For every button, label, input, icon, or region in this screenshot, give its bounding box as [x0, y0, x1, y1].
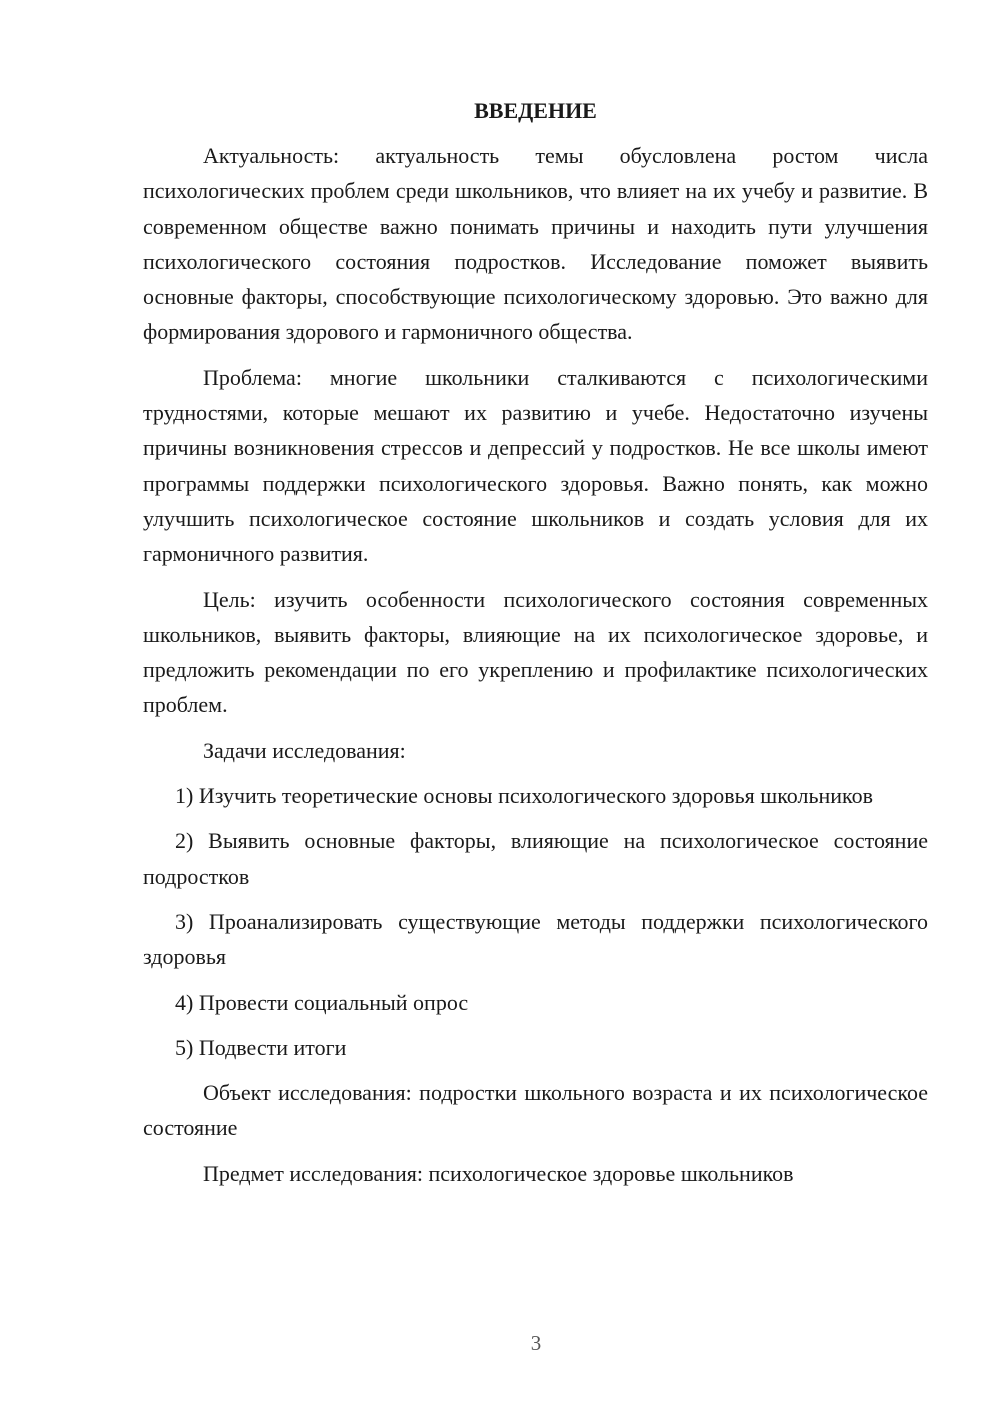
- relevance-paragraph: Актуальность: актуальность темы обусловлена ростом числа психологических проблем среди школьников, что влияет на их учебу и развитие. В современном обществе важно понимать причины и находить пути улучшения психологического состояния подростков. Исследование поможет выявить основные факторы, способствующие психологическому здоровью. Это важно для формирования здорового и гармоничного общества.: [143, 143, 928, 345]
- subject-paragraph: Предмет исследования: психологическое здоровье школьников: [203, 1160, 794, 1186]
- list-item: 5) Подвести итоги: [175, 1034, 347, 1060]
- page-title: ВВЕДЕНИЕ: [474, 98, 597, 123]
- goal-paragraph: Цель: изучить особенности психологического состояния современных школьников, выявить факторы, влияющие на их психологическое здоровье, и предложить рекомендации по его укреплению и профилактике психологических проблем.: [143, 586, 928, 718]
- page-number: 3: [530, 1331, 542, 1355]
- list-item: 3) Проанализировать существующие методы поддержки психологического здоровья: [143, 908, 928, 970]
- problem-paragraph: Проблема: многие школьники сталкиваются с психологическими трудностями, которые мешают их развитию и учебе. Недостаточно изучены причины возникновения стрессов и депрессий у подростков. Не все школы имеют программы поддержки психологического здоровья. Важно понять, как можно улучшить психологическое состояние школьников и создать условия для их гармоничного развития.: [143, 364, 928, 567]
- tasks-list: [143, 778, 928, 1065]
- list-item: 4) Провести социальный опрос: [175, 989, 469, 1015]
- tasks-heading: Задачи исследования:: [203, 737, 406, 763]
- list-item: 1) Изучить теоретические основы психологического здоровья школьников: [175, 783, 873, 809]
- document-page: [143, 92, 928, 1201]
- list-item: 2) Выявить основные факторы, влияющие на психологическое состояние подростков: [143, 828, 928, 889]
- object-paragraph: Объект исследования: подростки школьного возраста и их психологическое состояние: [143, 1080, 928, 1141]
